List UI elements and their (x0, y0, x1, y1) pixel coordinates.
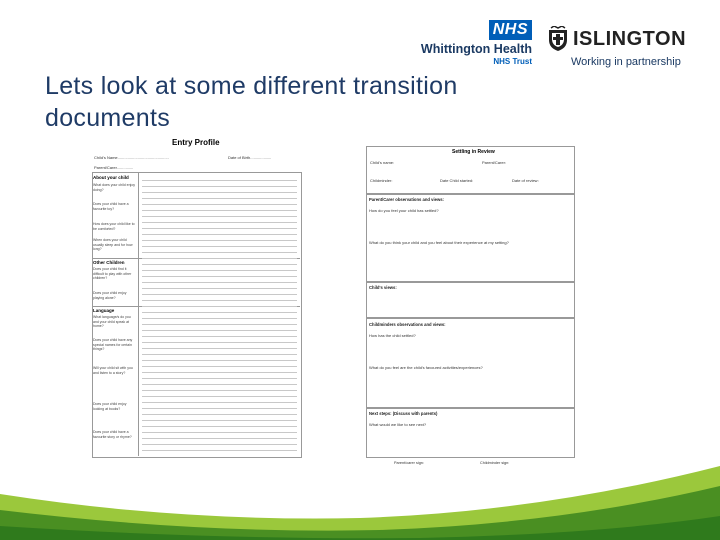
answer-line (142, 258, 297, 259)
answer-line (142, 372, 297, 373)
section-heading: Language (93, 308, 115, 313)
answer-line (142, 300, 297, 301)
parent-question: How do you feel your child has settled? (369, 208, 439, 213)
answer-line (142, 348, 297, 349)
answer-line (142, 318, 297, 319)
answer-line (142, 336, 297, 337)
answer-line (142, 324, 297, 325)
nhs-trust-label: NHS Trust (493, 57, 532, 66)
parent-question: What do you think your child and you feel about their experience at my setting? (369, 240, 509, 245)
answer-line (142, 264, 297, 265)
council-tagline: Working in partnership (571, 56, 681, 68)
childs-name-label: Child's name: (370, 160, 395, 165)
child-views-heading: Child's views: (369, 285, 397, 290)
answer-line (142, 360, 297, 361)
answer-line (142, 288, 297, 289)
nhs-badge: NHS (489, 20, 532, 40)
answer-line (142, 420, 297, 421)
answer-line (142, 246, 297, 247)
answer-line (142, 396, 297, 397)
table-divider (138, 172, 139, 456)
islington-crest-icon (547, 26, 569, 52)
section-heading: Other Children (93, 260, 125, 265)
answer-line (142, 282, 297, 283)
answer-line (142, 180, 297, 181)
child-views-box (366, 282, 575, 318)
settling-in-review-document (366, 146, 576, 471)
childminder-question: How has the child settled? (369, 333, 416, 338)
nhs-logo (412, 20, 532, 66)
answer-line (142, 432, 297, 433)
childminder-observations-box (366, 318, 575, 408)
answer-line (142, 216, 297, 217)
section-heading: About your child (93, 175, 129, 180)
answer-line (142, 198, 297, 199)
childminder-label: Childminder: (370, 178, 393, 183)
slide-title: Lets look at some different transition documents (45, 72, 458, 132)
dob-field: Date of Birth................... (228, 155, 272, 160)
answer-line (142, 204, 297, 205)
answer-line (142, 276, 297, 277)
answer-line (142, 306, 297, 307)
date-review-label: Date of review: (512, 178, 539, 183)
childminder-signature-label: Childminder sign: (480, 461, 510, 465)
answer-line (142, 444, 297, 445)
answer-line (142, 366, 297, 367)
answer-line (142, 342, 297, 343)
answer-line (142, 414, 297, 415)
parent-signature-label: Parent/carer sign: (394, 461, 424, 465)
parent-field: Parent/Carer............... (94, 165, 134, 170)
green-wave-footer (0, 460, 720, 540)
document-title: Entry Profile (172, 138, 220, 147)
parent-observations-heading: Parent/Carer observations and views: (369, 197, 444, 202)
answer-line (142, 378, 297, 379)
question: Does your child enjoy playing alone? (93, 291, 127, 300)
answer-line (142, 312, 297, 313)
answer-line (142, 438, 297, 439)
answer-line (142, 330, 297, 331)
answer-line (142, 210, 297, 211)
question: Does your child find it difficult to play with other children? (93, 267, 132, 280)
question: What language/s do you and your child speak at home? (93, 315, 131, 328)
answer-line (142, 234, 297, 235)
answer-line (142, 390, 297, 391)
answer-line (142, 408, 297, 409)
childminder-question: What do you feel are the child's favoured activities/experiences? (369, 365, 483, 370)
answer-line (142, 450, 297, 451)
question: Will your child sit with you and listen to a story? (93, 366, 133, 375)
answer-line (142, 252, 297, 253)
answer-line (142, 270, 297, 271)
answer-line (142, 240, 297, 241)
parent-carer-label: Parent/Carer: (482, 160, 507, 165)
question: Does your child have a favourite toy? (93, 202, 129, 211)
question: How does your child like to be comforted? (93, 222, 135, 231)
question: Does your child enjoy looking at books? (93, 402, 127, 411)
answer-line (142, 222, 297, 223)
next-steps-question: What would we like to see next? (369, 422, 427, 427)
question: When does your child usually sleep and for how long? (93, 238, 133, 251)
childs-name-field: Child's Name.............................................. (94, 155, 169, 160)
council-name: ISLINGTON (573, 28, 687, 50)
date-started-label: Date Child started: (440, 178, 474, 183)
answer-line (142, 384, 297, 385)
answer-line (142, 294, 297, 295)
childminder-observations-heading: Childminders observations and views: (369, 322, 446, 327)
answer-line (142, 192, 297, 193)
answer-line (142, 426, 297, 427)
answer-line (142, 354, 297, 355)
answer-line (142, 228, 297, 229)
document-title: Settling in Review (452, 149, 495, 155)
nhs-organisation-name: Whittington Health (420, 42, 532, 56)
answer-line (142, 186, 297, 187)
next-steps-heading: Next steps: (Discuss with parents) (369, 411, 438, 416)
answer-line (142, 402, 297, 403)
entry-profile-document (92, 138, 302, 458)
question: Does your child have any special names for certain things? (93, 338, 133, 351)
question: Does your child have a favourite story or rhyme? (93, 430, 132, 439)
question: What does your child enjoy doing? (93, 183, 136, 192)
